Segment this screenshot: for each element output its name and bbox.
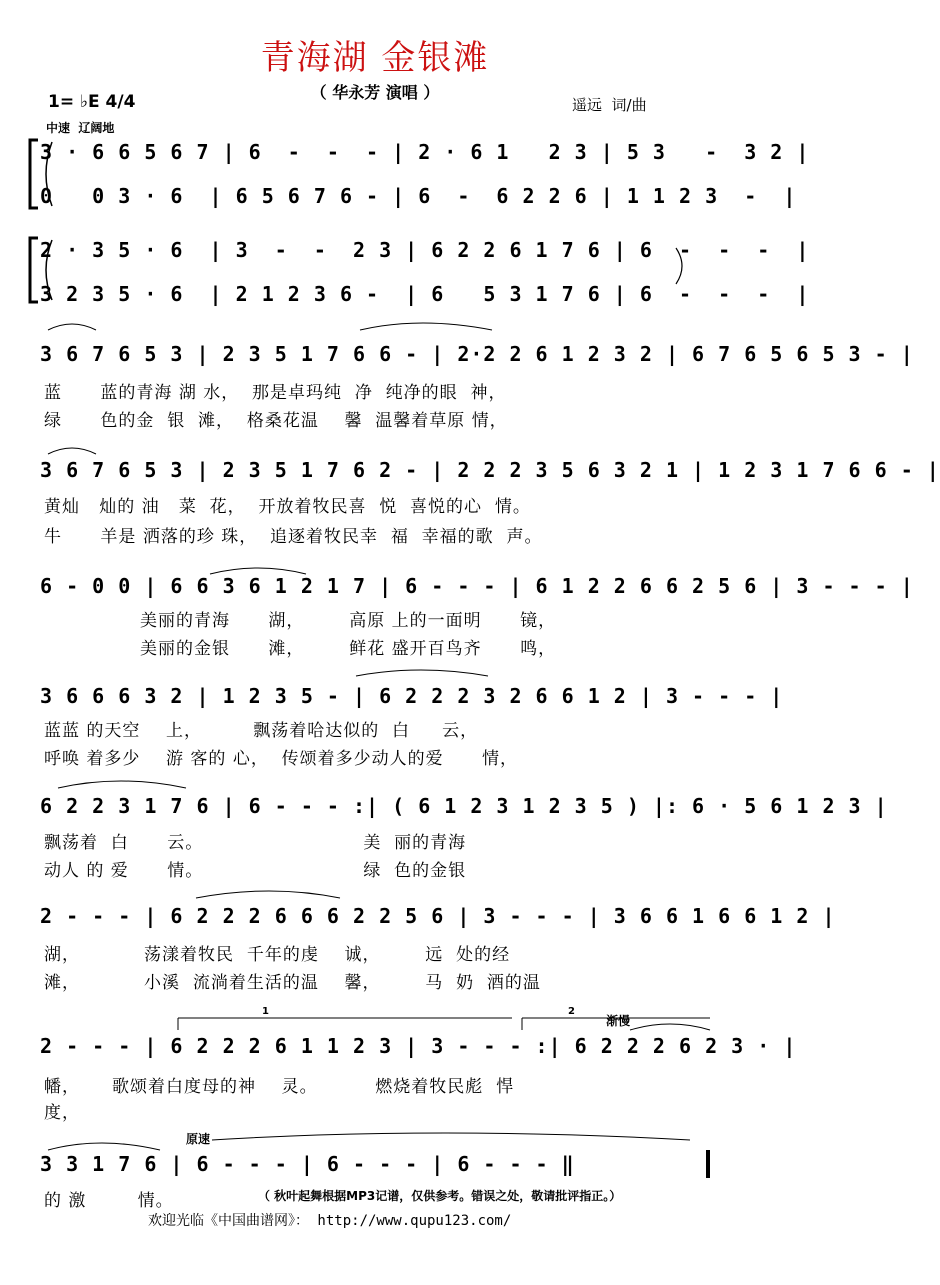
- lyric-line: 度，: [44, 1103, 80, 1123]
- lyric-line: 的 激 情。: [44, 1191, 174, 1211]
- lyric-line: 黄灿 灿的 油 菜 花， 开放着牧民喜 悦 喜悦的心 情。: [44, 497, 531, 517]
- lyric-line: 幡， 歌颂着白度母的神 灵。 燃烧着牧民彪 悍: [44, 1077, 515, 1097]
- music-row: 6 2 2 3 1 7 6 | 6 - - - :| ( 6 1 2 3 1 2 3 5 ) |: 6 · 5 6 1 2 3 |: [40, 794, 888, 818]
- music-row: 6 - 0 0 | 6 6 3 6 1 2 1 7 | 6 - - - | 6 1 2 2 6 6 2 5 6 | 3 - - - |: [40, 574, 914, 598]
- music-row: 2 · 3 5 · 6 | 3 - - 2 3 | 6 2 2 6 1 7 6 | 6 - - - |: [40, 238, 810, 262]
- page-title: 青海湖 金银滩: [260, 38, 490, 78]
- site-link[interactable]: 欢迎光临《中国曲谱网》： http://www.qupu123.com/: [148, 1213, 512, 1229]
- volta-2-label: 2: [568, 1006, 575, 1017]
- lyric-line: 牛 羊是 洒落的珍 珠， 追逐着牧民幸 福 幸福的歌 声。: [44, 527, 543, 547]
- composer-credit: 遥远 词/曲: [572, 96, 647, 114]
- transcription-note: （ 秋叶起舞根据MP3记谱，仅供参考。错误之处，敬请批评指正。）: [258, 1189, 622, 1203]
- lyric-line: 绿 色的金 银 滩， 格桑花温 馨 温馨着草原 情，: [44, 411, 508, 431]
- music-row: 3 · 6 6 5 6 7 | 6 - - - | 2 · 6 1 2 3 | 5 3 - 3 2 |: [40, 140, 810, 164]
- lyric-line: 飘荡着 白 云。 美 丽的青海: [44, 833, 467, 853]
- lyric-line: 动人 的 爱 情。 绿 色的金银: [44, 861, 467, 881]
- singer-credit: （ 华永芳 演唱 ）: [310, 83, 440, 102]
- music-row: 2 - - - | 6 2 2 2 6 1 1 2 3 | 3 - - - :| 6 2 2 2 6 2 3 · |: [40, 1034, 797, 1058]
- tempo-marking: 中速 辽阔地: [46, 121, 115, 135]
- music-row: 3 2 3 5 · 6 | 2 1 2 3 6 - | 6 5 3 1 7 6 | 6 - - - |: [40, 282, 810, 306]
- rallentando-marking: 渐慢: [606, 1014, 631, 1028]
- lyric-line: 滩， 小溪 流淌着生活的温 馨， 马 奶 酒的温: [44, 973, 541, 993]
- lyric-line: 美丽的金银 滩， 鲜花 盛开百鸟齐 鸣，: [140, 639, 557, 659]
- key-signature: 1= ♭E 4/4: [48, 92, 136, 112]
- lyric-line: 呼唤 着多少 游 客的 心， 传颂着多少动人的爱 情，: [44, 749, 519, 769]
- lyric-line: 美丽的青海 湖， 高原 上的一面明 镜，: [140, 611, 557, 631]
- a-tempo-marking: 原速: [186, 1132, 211, 1146]
- lyric-line: 湖， 荡漾着牧民 千年的虔 诚， 远 处的经: [44, 945, 511, 965]
- lyric-line: 蓝蓝 的天空 上， 飘荡着哈达似的 白 云，: [44, 721, 479, 741]
- music-row: 3 6 7 6 5 3 | 2 3 5 1 7 6 2 - | 2 2 2 3 5 6 3 2 1 | 1 2 3 1 7 6 6 - |: [40, 458, 940, 482]
- music-row: 3 6 6 6 3 2 | 1 2 3 5 - | 6 2 2 2 3 2 6 6 1 2 | 3 - - - |: [40, 684, 784, 708]
- music-row: 2 - - - | 6 2 2 2 6 6 6 2 2 5 6 | 3 - - - | 3 6 6 1 6 6 1 2 |: [40, 904, 836, 928]
- lyric-line: 蓝 蓝的青海 湖 水， 那是卓玛纯 净 纯净的眼 神，: [44, 383, 507, 403]
- music-row: 0 0 3 · 6 | 6 5 6 7 6 - | 6 - 6 2 2 6 | 1 1 2 3 - |: [40, 184, 797, 208]
- music-row: 3 6 7 6 5 3 | 2 3 5 1 7 6 6 - | 2·2 2 6 1 2 3 2 | 6 7 6 5 6 5 3 - |: [40, 342, 914, 366]
- music-row: 3 3 1 7 6 | 6 - - - | 6 - - - | 6 - - - ‖: [40, 1152, 575, 1176]
- volta-1-label: 1: [262, 1006, 269, 1017]
